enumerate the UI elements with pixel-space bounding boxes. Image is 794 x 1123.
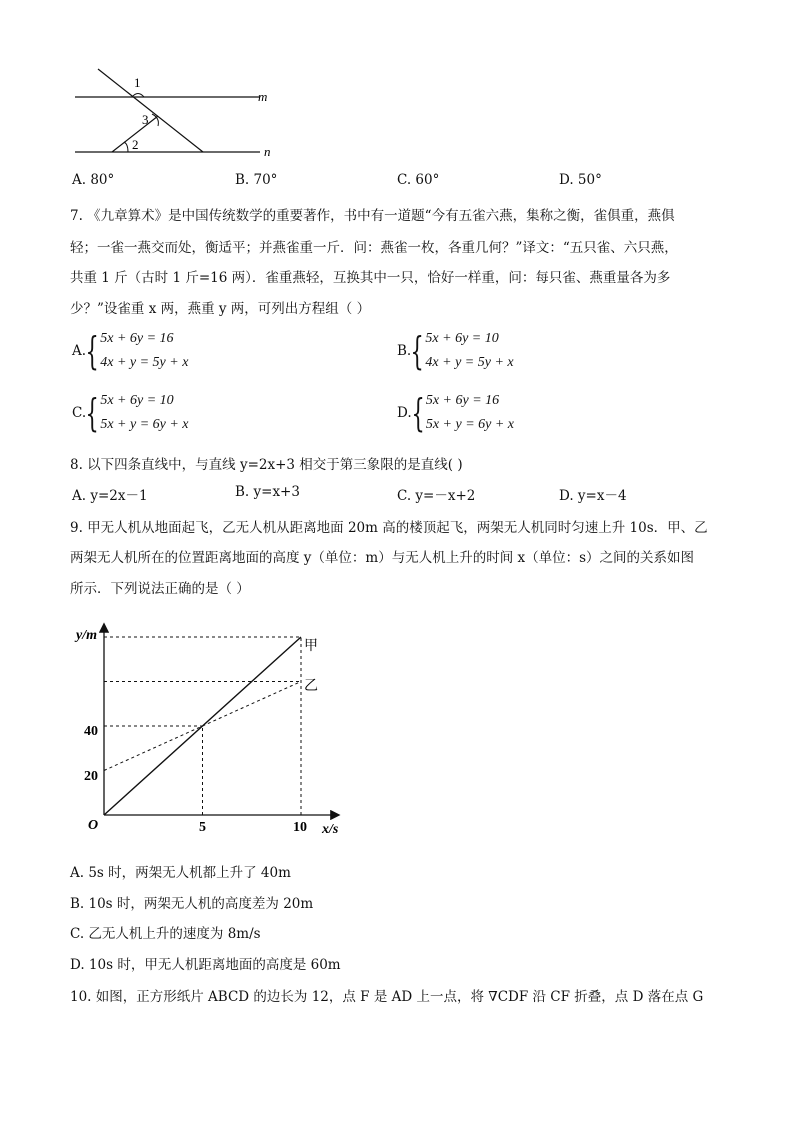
brace-icon: {: [85, 329, 99, 373]
x-axis-label: x/s: [322, 822, 339, 837]
drone-height-chart: [70, 615, 360, 845]
parallel-lines-figure: [60, 62, 290, 162]
q6-option-c[interactable]: C. 60°: [397, 172, 440, 188]
q9-stem-line-3: 所示．下列说法正确的是（ ）: [70, 581, 250, 597]
x-tick-10: 10: [293, 820, 307, 835]
q7-option-a-eq1: 5x + 6y = 16: [100, 331, 174, 346]
q7-stem-line-1: 7. 《九章算术》是中国传统数学的重要著作，书中有一道题“今有五雀六燕，集称之衡，雀俱重，燕俱: [70, 208, 675, 224]
series-line-1: [104, 682, 301, 771]
angle-2-label: 2: [132, 137, 139, 152]
line-m-label: m: [258, 89, 268, 104]
series-label-jia: 甲: [304, 639, 318, 654]
q7-option-a-eq2: 4x + y = 5y + x: [100, 355, 189, 370]
q6-option-b[interactable]: B. 70°: [235, 172, 278, 188]
q8-option-c[interactable]: C. y=－x+2: [397, 488, 476, 504]
y-tick-20: 20: [84, 769, 98, 784]
q7-option-a[interactable]: [72, 327, 188, 375]
q7-option-b-eq1: 5x + 6y = 10: [425, 331, 499, 346]
q7-stem-line-2: 轻；一雀一燕交而处，衡适平；并燕雀重一斤．问：燕雀一枚，各重几何？”译文：“五只雀、六只燕，: [70, 240, 678, 256]
origin-label: O: [88, 818, 99, 833]
q8-option-b[interactable]: B. y=x+3: [235, 484, 300, 500]
q7-stem-line-3: 共重 1 斤（古时 1 斤=16 两）．雀重燕轻，互换其中一只，恰好一样重，问：每只雀、燕重量各为多: [70, 270, 671, 286]
q9-stem-line-1: 9. 甲无人机从地面起飞，乙无人机从距离地面 20m 高的楼顶起飞，两架无人机同时匀速上升 10s．甲、乙: [70, 520, 708, 536]
q7-option-c-eq1: 5x + 6y = 10: [100, 393, 174, 408]
q9-stem-line-2: 两架无人机所在的位置距离地面的高度 y（单位：m）与无人机上升的时间 x（单位：s）之间的关系如图: [70, 550, 695, 566]
q8-option-a[interactable]: A. y=2x－1: [72, 488, 148, 504]
brace-icon: {: [85, 391, 99, 435]
q7-option-d-label: D.: [397, 405, 412, 421]
q7-option-a-label: A.: [72, 343, 87, 359]
q7-option-d-eq2: 5x + y = 6y + x: [425, 417, 515, 432]
q8-option-d[interactable]: D. y=x－4: [559, 488, 627, 504]
q7-option-c[interactable]: [72, 389, 189, 437]
q8-stem: 8. 以下四条直线中，与直线 y=2x+3 相交于第三象限的是直线( ): [70, 457, 463, 473]
q7-option-c-eq2: 5x + y = 6y + x: [100, 417, 189, 432]
q7-option-d-eq1: 5x + 6y = 16: [425, 393, 500, 408]
y-tick-40: 40: [84, 724, 98, 739]
q7-option-c-label: C.: [72, 405, 87, 421]
transversal-1: [98, 69, 203, 152]
q6-option-a[interactable]: A. 80°: [72, 172, 115, 188]
y-axis-label: y/m: [76, 628, 97, 643]
q7-option-d[interactable]: [397, 389, 514, 437]
q7-option-b[interactable]: [397, 327, 514, 375]
q7-stem-line-4: 少？”设雀重 x 两，燕重 y 两，可列出方程组（ ）: [70, 301, 371, 317]
q10-stem-line-1: 10. 如图，正方形纸片 ABCD 的边长为 12，点 F 是 AD 上一点，将 ∇CDF 沿 CF 折叠，点 D 落在点 G: [70, 989, 704, 1005]
q9-option-b[interactable]: B. 10s 时，两架无人机的高度差为 20m: [70, 896, 314, 912]
angle-1-label: 1: [134, 75, 141, 90]
angle-3-label: 3: [142, 112, 149, 127]
q6-option-d[interactable]: D. 50°: [559, 172, 602, 188]
line-n-label: n: [264, 144, 271, 159]
q9-option-c[interactable]: C. 乙无人机上升的速度为 8m/s: [70, 926, 261, 942]
series-label-yi: 乙: [304, 679, 318, 694]
brace-icon: {: [411, 391, 425, 435]
q9-option-a[interactable]: A. 5s 时，两架无人机都上升了 40m: [70, 865, 291, 881]
q7-option-b-eq2: 4x + y = 5y + x: [425, 355, 514, 370]
brace-icon: {: [410, 329, 424, 373]
q7-option-b-label: B.: [397, 343, 412, 359]
x-tick-5: 5: [199, 820, 206, 835]
q9-option-d[interactable]: D. 10s 时，甲无人机距离地面的高度是 60m: [70, 957, 341, 973]
